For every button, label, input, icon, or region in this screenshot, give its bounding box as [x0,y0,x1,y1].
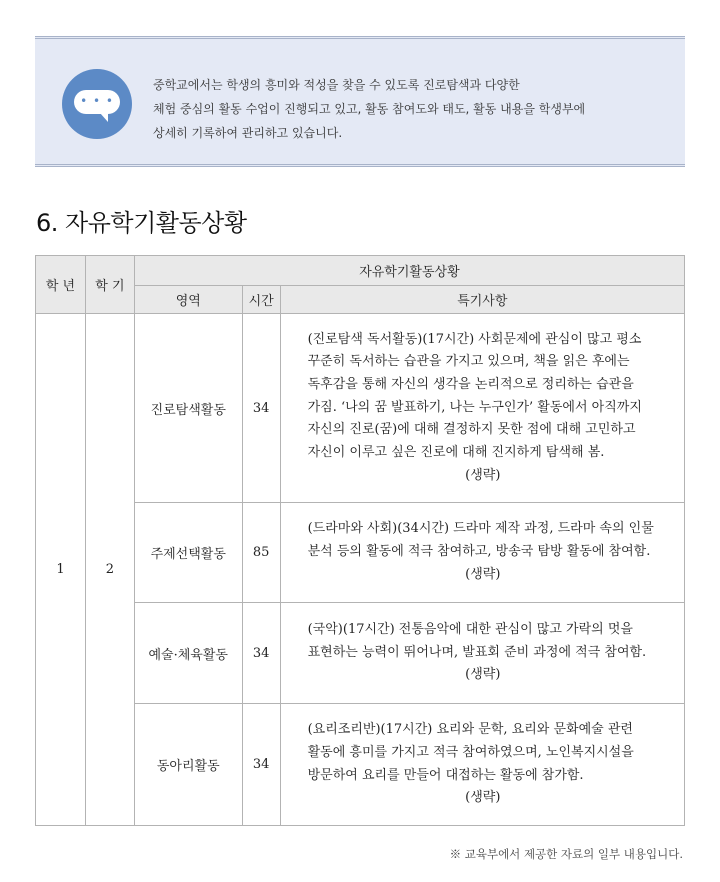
speech-bubble-icon [62,69,132,139]
note-line: (진로탐색 독서활동)(17시간) 사회문제에 관심이 많고 평소 [307,331,642,347]
omitted-label: (생략) [465,566,501,582]
note-line: 꾸준히 독서하는 습관을 가지고 있으며, 책을 읽은 후에는 [307,354,630,370]
header-group: 자유학기활동상황 [134,256,684,286]
area-cell: 주제선택활동 [134,503,242,603]
header-hours: 시간 [242,286,280,314]
notes-cell [280,704,684,826]
hours-cell: 34 [242,603,280,704]
info-line: 체험 중심의 활동 수업이 진행되고 있고, 활동 참여도와 태도, 활동 내용을 학생부에 [153,102,586,116]
note-line: 자신이 이루고 싶은 진로에 대해 진지하게 탐색해 봄. [307,445,605,461]
hours-cell: 34 [242,704,280,826]
header-semester: 학 기 [85,256,134,314]
note-line: 표현하는 능력이 뛰어나며, 발표회 준비 과정에 적극 참여함. [307,644,647,660]
info-text [153,73,673,145]
header-area: 영역 [134,286,242,314]
hours-cell: 85 [242,503,280,603]
area-cell: 동아리활동 [134,704,242,826]
bubble-tail [100,113,108,122]
note-line: (국악)(17시간) 전통음악에 대한 관심이 많고 가락의 멋을 [307,621,633,637]
footnote: ※ 교육부에서 제공한 자료의 일부 내용입니다. [449,847,683,861]
omitted-label: (생략) [465,467,501,483]
area-cell: 진로탐색활동 [134,314,242,503]
table-row [36,314,685,503]
note-line: (요리조리반)(17시간) 요리와 문학, 요리와 문화예술 관련 [307,722,633,738]
note-line: 자신의 진로(꿈)에 대해 결정하지 못한 점에 대해 고민하고 [307,422,636,438]
omitted-label: (생략) [465,790,501,806]
note-line: 분석 등의 활동에 적극 참여하고, 방송국 탐방 활동에 참여함. [307,544,651,560]
header-grade: 학 년 [36,256,86,314]
grade-cell: 1 [36,314,86,826]
notes-cell [280,314,684,503]
notes-cell [280,503,684,603]
note-line: 가짐. ‘나의 꿈 발표하기, 나는 누구인가’ 활동에서 아직까지 [307,399,642,415]
note-line: 독후감을 통해 자신의 생각을 논리적으로 정리하는 습관을 [307,376,634,392]
notes-cell [280,603,684,704]
activity-table [35,255,685,826]
info-line: 상세히 기록하여 관리하고 있습니다. [153,126,343,140]
note-line: 활동에 흥미를 가지고 적극 참여하였으며, 노인복지시설을 [307,744,634,760]
ellipsis-icon: • • • [74,90,120,114]
hours-cell: 34 [242,314,280,503]
section-title: 6. 자유학기활동상황 [36,209,247,237]
note-line: (드라마와 사회)(34시간) 드라마 제작 과정, 드라마 속의 인물 [307,521,654,537]
semester-cell: 2 [85,314,134,826]
info-box [35,36,685,167]
note-line: 방문하여 요리를 만들어 대접하는 활동에 참가함. [307,767,584,783]
area-cell: 예술·체육활동 [134,603,242,704]
omitted-label: (생략) [465,667,501,683]
info-line: 중학교에서는 학생의 흥미와 적성을 찾을 수 있도록 진로탐색과 다양한 [153,78,520,92]
header-notes: 특기사항 [280,286,684,314]
